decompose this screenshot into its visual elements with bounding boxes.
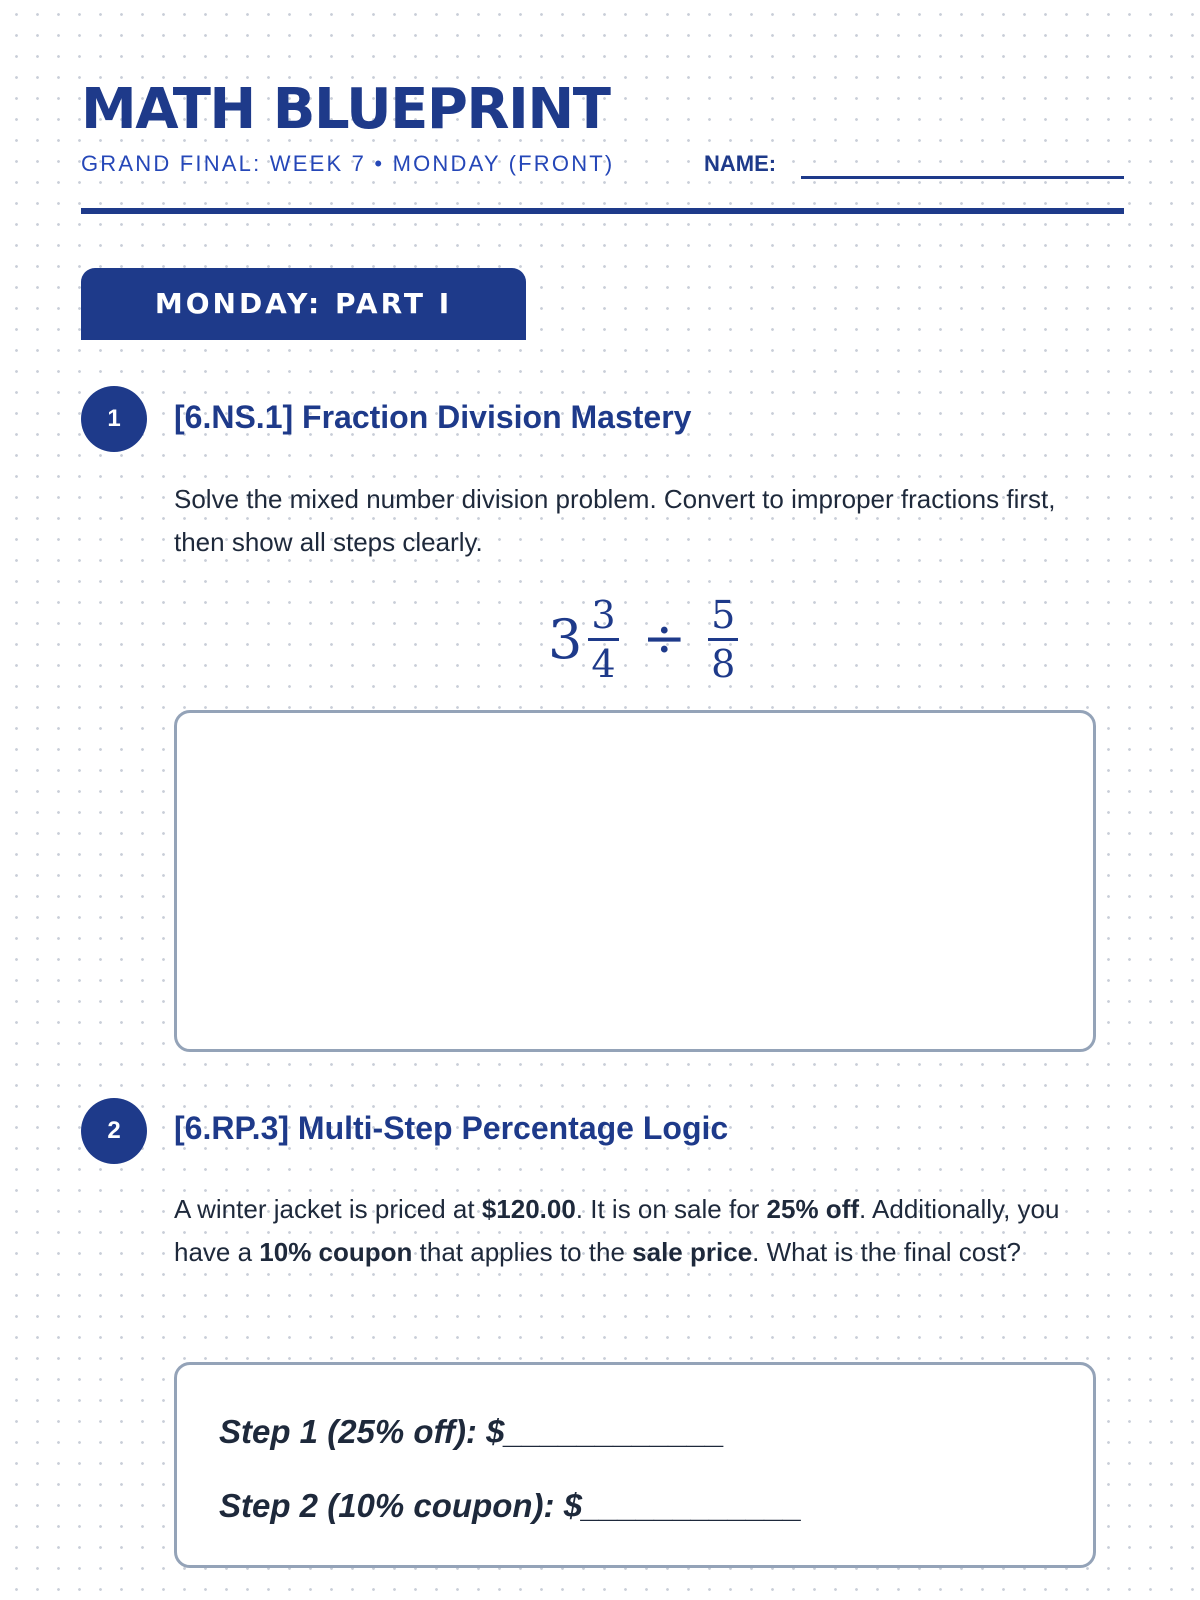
name-field[interactable]: [801, 176, 1124, 179]
work-area[interactable]: [174, 710, 1096, 1052]
prompt-text: . What is the final cost?: [752, 1237, 1021, 1267]
prompt-sale-price: sale price: [632, 1237, 753, 1267]
header-divider: [81, 208, 1124, 214]
question-title: [6.RP.3] Multi-Step Percentage Logic: [174, 1110, 729, 1146]
question-prompt: [174, 1188, 1109, 1274]
prompt-coupon: 10% coupon: [259, 1237, 413, 1267]
math-expression: [548, 592, 738, 686]
fraction: [588, 592, 618, 686]
fraction-denominator: 8: [711, 641, 736, 686]
prompt-text: A winter jacket is priced at: [174, 1194, 482, 1224]
prompt-discount: 25% off: [766, 1194, 860, 1224]
prompt-text: that applies to the: [412, 1237, 633, 1267]
fraction-numerator: 3: [588, 596, 618, 641]
step-2-line[interactable]: Step 2 (10% coupon): $____________: [219, 1487, 803, 1524]
question-prompt: Solve the mixed number division problem. Convert to improper fractions first, then show all steps clearly.: [174, 484, 1056, 557]
prompt-text: . Additionally, you have a: [174, 1194, 1060, 1267]
fraction: [708, 592, 738, 686]
worksheet-title: MATH BLUEPRINT: [81, 77, 610, 142]
steps-answer-box[interactable]: [174, 1362, 1096, 1568]
fraction-numerator: 5: [708, 596, 738, 641]
question-title: [6.NS.1] Fraction Division Mastery: [174, 399, 692, 435]
section-header: MONDAY: PART I: [81, 268, 526, 340]
prompt-text: . It is on sale for: [575, 1194, 767, 1224]
division-operator: ÷: [642, 609, 687, 669]
prompt-price: $120.00: [481, 1194, 576, 1224]
question-number-badge: 2: [81, 1098, 147, 1164]
worksheet-subtitle: GRAND FINAL: WEEK 7 • MONDAY (FRONT): [81, 151, 615, 176]
name-label: NAME:: [704, 151, 777, 176]
fraction-denominator: 4: [591, 641, 616, 686]
question-number-badge: 1: [81, 386, 147, 452]
mixed-number-whole: 3: [548, 607, 583, 671]
step-1-line[interactable]: Step 1 (25% off): $____________: [219, 1413, 725, 1450]
